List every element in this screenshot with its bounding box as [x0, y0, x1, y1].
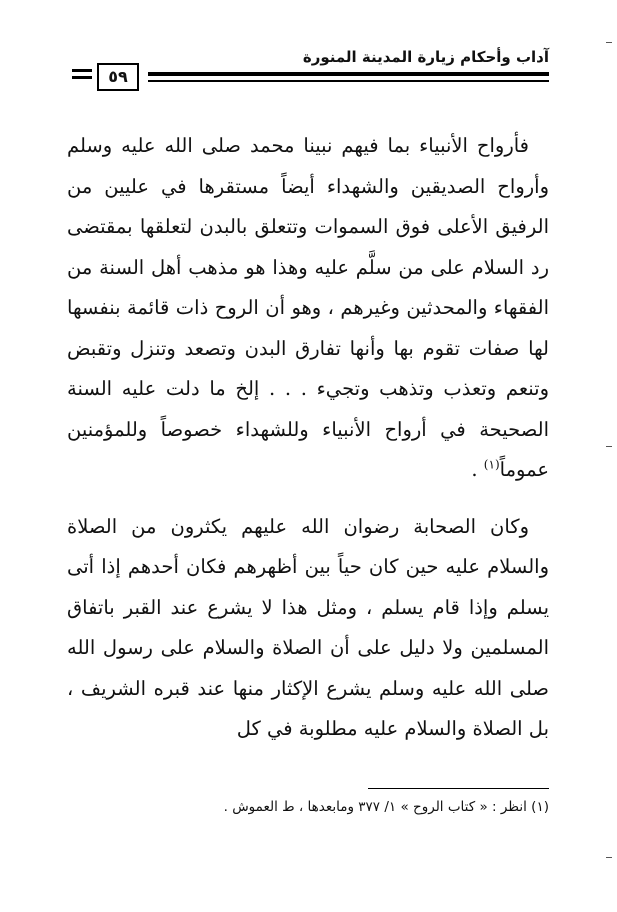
header-rule-thin: [148, 80, 549, 82]
paragraph: [67, 126, 549, 491]
header-rule-thick: [148, 72, 549, 76]
footnote-reference: (١): [483, 457, 500, 472]
margin-tick: [606, 446, 612, 447]
footnote-separator: [368, 788, 549, 789]
margin-tick: [606, 42, 612, 43]
paragraph: [67, 507, 549, 750]
margin-tick: [606, 857, 612, 858]
main-text: [67, 126, 549, 750]
paragraph-text: وكان الصحابة رضوان الله عليهم يكثرون من الصلاة والسلام عليه حين كان حياً بين أظهرهم فكان أحدهم إذا أتى يسلم وإذا قام يسلم ، ومثل هذا لا يشرع عند القبر باتفاق المسلمين ولا دليل على أن الصلاة والسلام على رسول الله صلى الله عليه وسلم يشرع الإكثار منها عند قبره الشريف ، بل الصلاة والسلام عليه مطلوبة في كل: [67, 514, 549, 740]
paragraph-text: فأرواح الأنبياء بما فيهم نبينا محمد صلى الله عليه وسلم وأرواح الصديقين والشهداء أيضاً مستقرها في عليين من الرفيق الأعلى فوق السموات وتتعلق بالبدن لتعلقها بمقتضى رد السلام على من سلَّم عليه وهذا هو مذهب أهل السنة من الفقهاء والمحدثين وغيرهم ، وهو أن الروح ذات قائمة بنفسها لها صفات تقوم بها وأنها تفارق البدن وتصعد وتنزل وتقبض وتنعم وتعذب وتذهب وتجيء . . . إلخ ما دلت عليه السنة الصحيحة في أرواح الأنبياء وللشهداء خصوصاً وللمؤمنين عموماً: [67, 134, 549, 481]
page-number-ornament: [72, 69, 92, 83]
running-header-title: آداب وأحكام زيارة المدينة المنورة: [302, 48, 549, 66]
page-number: ٥٩: [97, 63, 139, 91]
paragraph-ending: .: [471, 458, 484, 481]
footnote: (١) انظر : « كتاب الروح » ١/ ٣٧٧ ومابعدها ، ط العموش .: [223, 799, 549, 815]
